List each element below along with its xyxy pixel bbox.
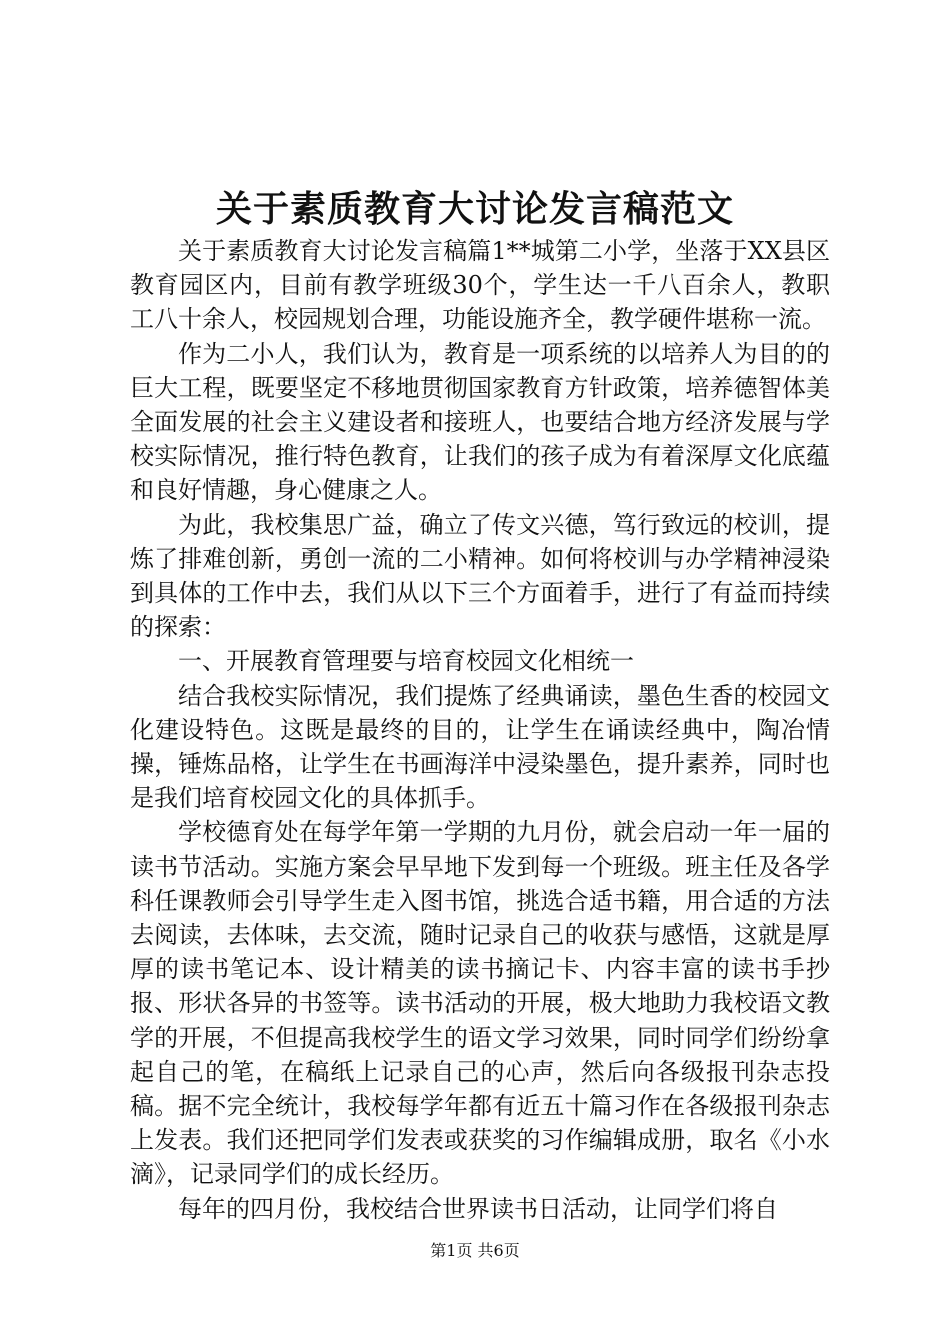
paragraph-3: 为此，我校集思广益，确立了传文兴德，笃行致远的校训，提炼了排难创新，勇创一流的二小精神。如何将校训与办学精神浸染到具体的工作中去，我们从以下三个方面着手，进行了有益而持续的探索： xyxy=(130,510,830,642)
paragraph-6: 每年的四月份，我校结合世界读书日活动，让同学们将自 xyxy=(178,1194,778,1223)
document-title: 关于素质教育大讨论发言稿范文 xyxy=(215,188,734,230)
section-heading-1: 一、开展教育管理要与培育校园文化相统一 xyxy=(178,647,634,676)
paragraph-1: 关于素质教育大讨论发言稿篇1**城第二小学，坐落于XX县区教育园区内，目前有教学班级30个，学生达一千八百余人，教职工八十余人，校园规划合理，功能设施齐全，教学硬件堪称一流。 xyxy=(130,237,830,334)
paragraph-2: 作为二小人，我们认为，教育是一项系统的以培养人为目的的巨大工程，既要坚定不移地贯彻国家教育方针政策，培养德智体美全面发展的社会主义建设者和接班人，也要结合地方经济发展与学校实际情况，推行特色教育，让我们的孩子成为有着深厚文化底蕴和良好情趣，身心健康之人。 xyxy=(130,339,830,505)
paragraph-4: 结合我校实际情况，我们提炼了经典诵读，墨色生香的校园文化建设特色。这既是最终的目的，让学生在诵读经典中，陶冶情操，锤炼品格，让学生在书画海洋中浸染墨色，提升素养，同时也是我们培育校园文化的具体抓手。 xyxy=(130,681,830,813)
page-footer: 第1页 共6页 xyxy=(430,1241,520,1260)
document-body xyxy=(130,234,830,1226)
paragraph-5: 学校德育处在每学年第一学期的九月份，就会启动一年一届的读书节活动。实施方案会早早地下发到每一个班级。班主任及各学科任课教师会引导学生走入图书馆，挑选合适书籍，用合适的方法去阅读，去体味，去交流，随时记录自己的收获与感悟，这就是厚厚的读书笔记本、设计精美的读书摘记卡、内容丰富的读书手抄报、形状各异的书签等。读书活动的开展，极大地助力我校语文教学的开展，不但提高我校学生的语文学习效果，同时同学们纷纷拿起自己的笔，在稿纸上记录自己的心声，然后向各级报刊杂志投稿。据不完全统计，我校每学年都有近五十篇习作在各级报刊杂志上发表。我们还把同学们发表或获奖的习作编辑成册，取名《小水滴》，记录同学们的成长经历。 xyxy=(130,818,830,1189)
